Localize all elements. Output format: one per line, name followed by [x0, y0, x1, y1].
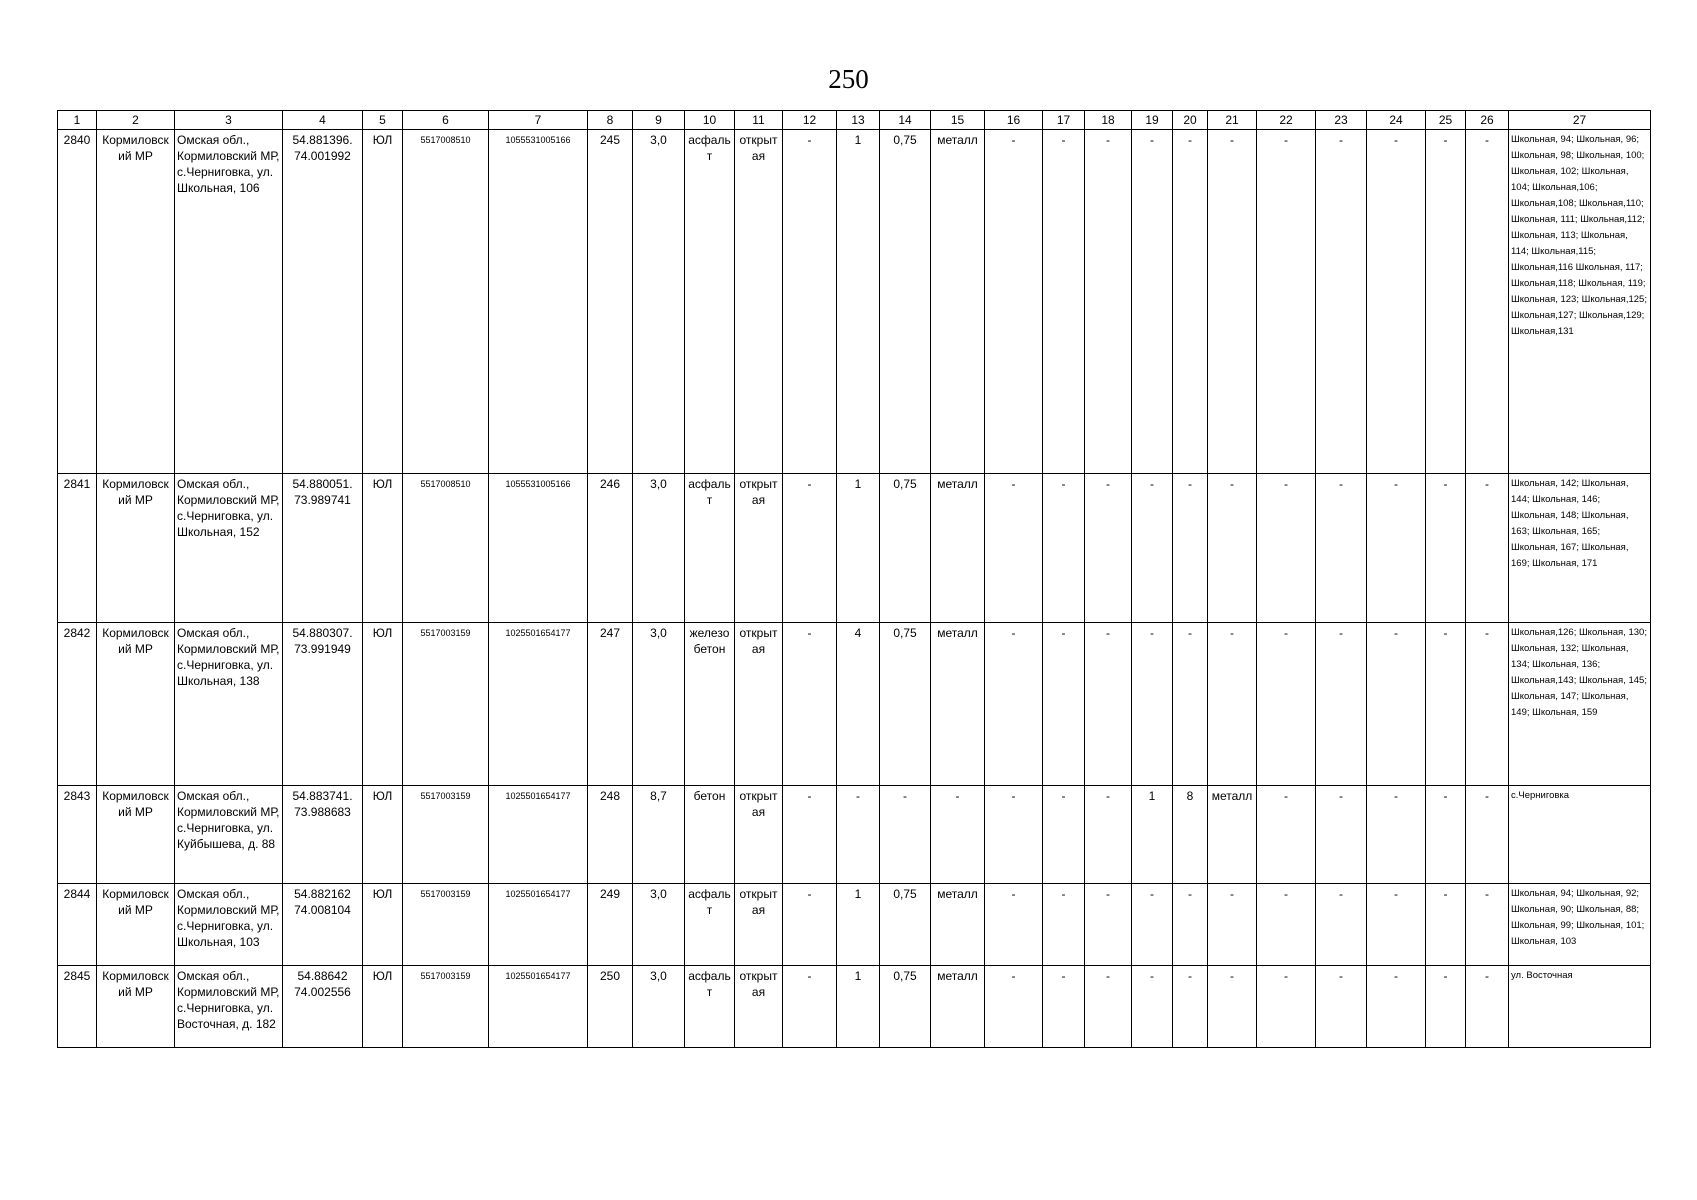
cell-col-22: - — [1257, 474, 1316, 623]
cell-col-18: - — [1085, 884, 1132, 966]
table-row — [58, 130, 1651, 474]
cell-col-20: 8 — [1173, 786, 1208, 884]
cell-col-15: металл — [931, 474, 985, 623]
cell-col-8: 247 — [588, 623, 633, 786]
cell-col-12: - — [783, 474, 837, 623]
cell-coordinates — [283, 623, 363, 786]
cell-inn: 5517003159 — [403, 884, 489, 966]
longitude: 74.001992 — [294, 149, 351, 163]
cell-col-23: - — [1316, 786, 1367, 884]
cell-col-9: 3,0 — [633, 474, 685, 623]
cell-col-15: металл — [931, 130, 985, 474]
cell-col-12: - — [783, 623, 837, 786]
cell-col-24: - — [1367, 623, 1426, 786]
cell-served-addresses: Школьная, 94; Школьная, 92; Школьная, 90; Школьная, 88; Школьная, 99; Школьная, 101; Школьная, 103 — [1509, 884, 1651, 966]
cell-col-24: - — [1367, 884, 1426, 966]
cell-col-17: - — [1043, 130, 1085, 474]
column-header: 21 — [1208, 111, 1257, 130]
cell-col-20: - — [1173, 623, 1208, 786]
column-header: 9 — [633, 111, 685, 130]
cell-col-10: бетон — [685, 786, 735, 884]
cell-col-9: 3,0 — [633, 884, 685, 966]
cell-served-addresses: Школьная, 94; Школьная, 96; Школьная, 98; Школьная, 100; Школьная, 102; Школьная, 104; Школьная,106; Школьная,108; Школьная,110; Школьная, 111; Школьная,112; Школьная, 113; Школьная, 114; Школьная,115; Школьная,116 Школьная, 117; Школьная,118; Школьная, 119; Школьная, 123; Школьная,125; Школьная,127; Школьная,129; Школьная,131 — [1509, 130, 1651, 474]
cell-col-14: 0,75 — [880, 884, 931, 966]
cell-col-9: 8,7 — [633, 786, 685, 884]
cell-col-16: - — [985, 884, 1043, 966]
latitude: 54.881396. — [292, 133, 353, 147]
cell-col-22: - — [1257, 966, 1316, 1048]
cell-inn: 5517008510 — [403, 474, 489, 623]
column-header: 23 — [1316, 111, 1367, 130]
cell-col-26: - — [1466, 966, 1509, 1048]
cell-col-19: - — [1132, 623, 1173, 786]
cell-col-21: - — [1208, 130, 1257, 474]
column-header: 19 — [1132, 111, 1173, 130]
cell-coordinates — [283, 130, 363, 474]
column-header: 7 — [489, 111, 588, 130]
cell-col-21: - — [1208, 966, 1257, 1048]
cell-col-25: - — [1426, 130, 1466, 474]
cell-col-20: - — [1173, 130, 1208, 474]
cell-col-10: асфальт — [685, 884, 735, 966]
cell-col-8: 248 — [588, 786, 633, 884]
cell-number: 2844 — [58, 884, 97, 966]
registry-table — [57, 110, 1651, 1048]
table-row — [58, 884, 1651, 966]
table-body — [58, 130, 1651, 1048]
cell-coordinates — [283, 474, 363, 623]
cell-col-20: - — [1173, 966, 1208, 1048]
cell-col-20: - — [1173, 884, 1208, 966]
cell-col-10: железобетон — [685, 623, 735, 786]
cell-address: Омская обл., Кормиловский МР, с.Черниговка, ул. Школьная, 138 — [175, 623, 283, 786]
cell-col-26: - — [1466, 623, 1509, 786]
cell-ogrn: 1025501654177 — [489, 786, 588, 884]
cell-served-addresses: Школьная,126; Школьная, 130; Школьная, 132; Школьная, 134; Школьная, 136; Школьная,143; Школьная, 145; Школьная, 147; Школьная, 149; Школьная, 159 — [1509, 623, 1651, 786]
longitude: 73.989741 — [294, 493, 351, 507]
cell-served-addresses: Школьная, 142; Школьная, 144; Школьная, 146; Школьная, 148; Школьная, 163; Школьная, 165; Школьная, 167; Школьная, 169; Школьная, 171 — [1509, 474, 1651, 623]
cell-address: Омская обл., Кормиловский МР, с.Черниговка, ул. Восточная, д. 182 — [175, 966, 283, 1048]
cell-col-22: - — [1257, 884, 1316, 966]
cell-col-13: 1 — [837, 966, 880, 1048]
cell-col-14: 0,75 — [880, 474, 931, 623]
header-row — [58, 111, 1651, 130]
column-header: 18 — [1085, 111, 1132, 130]
column-header: 3 — [175, 111, 283, 130]
cell-col-17: - — [1043, 786, 1085, 884]
cell-col-25: - — [1426, 623, 1466, 786]
cell-col-8: 249 — [588, 884, 633, 966]
cell-col-12: - — [783, 130, 837, 474]
cell-col-24: - — [1367, 130, 1426, 474]
column-header: 2 — [97, 111, 175, 130]
cell-col-15: металл — [931, 623, 985, 786]
cell-col-19: - — [1132, 474, 1173, 623]
column-header: 4 — [283, 111, 363, 130]
table-row — [58, 966, 1651, 1048]
cell-col-25: - — [1426, 474, 1466, 623]
cell-col-11: открытая — [735, 130, 783, 474]
cell-address: Омская обл., Кормиловский МР, с.Черниговка, ул. Школьная, 103 — [175, 884, 283, 966]
cell-col-22: - — [1257, 786, 1316, 884]
column-header: 11 — [735, 111, 783, 130]
cell-ogrn: 1055531005166 — [489, 474, 588, 623]
column-header: 5 — [363, 111, 403, 130]
column-header: 15 — [931, 111, 985, 130]
cell-ogrn: 1055531005166 — [489, 130, 588, 474]
cell-col-14: - — [880, 786, 931, 884]
cell-ogrn: 1025501654177 — [489, 623, 588, 786]
cell-col-11: открытая — [735, 786, 783, 884]
cell-owner-type: ЮЛ — [363, 786, 403, 884]
cell-col-12: - — [783, 966, 837, 1048]
cell-col-9: 3,0 — [633, 623, 685, 786]
cell-ogrn: 1025501654177 — [489, 884, 588, 966]
cell-col-8: 246 — [588, 474, 633, 623]
column-header: 14 — [880, 111, 931, 130]
cell-ogrn: 1025501654177 — [489, 966, 588, 1048]
cell-number: 2841 — [58, 474, 97, 623]
latitude: 54.880051. — [292, 477, 353, 491]
cell-col-17: - — [1043, 966, 1085, 1048]
table-row — [58, 623, 1651, 786]
cell-col-22: - — [1257, 623, 1316, 786]
cell-col-13: 1 — [837, 474, 880, 623]
cell-district: Кормиловский МР — [97, 884, 175, 966]
latitude: 54.880307. — [292, 626, 353, 640]
cell-district: Кормиловский МР — [97, 130, 175, 474]
cell-col-22: - — [1257, 130, 1316, 474]
cell-coordinates — [283, 884, 363, 966]
cell-col-19: - — [1132, 130, 1173, 474]
latitude: 54.882162 — [294, 887, 351, 901]
cell-col-25: - — [1426, 884, 1466, 966]
column-header: 20 — [1173, 111, 1208, 130]
cell-owner-type: ЮЛ — [363, 884, 403, 966]
latitude: 54.883741. — [292, 789, 353, 803]
column-header: 26 — [1466, 111, 1509, 130]
cell-col-15: металл — [931, 966, 985, 1048]
cell-district: Кормиловский МР — [97, 966, 175, 1048]
cell-number: 2840 — [58, 130, 97, 474]
cell-col-24: - — [1367, 786, 1426, 884]
longitude: 74.008104 — [294, 903, 351, 917]
cell-col-12: - — [783, 786, 837, 884]
cell-coordinates — [283, 786, 363, 884]
cell-col-11: открытая — [735, 474, 783, 623]
cell-col-19: - — [1132, 884, 1173, 966]
cell-col-23: - — [1316, 474, 1367, 623]
cell-col-11: открытая — [735, 966, 783, 1048]
cell-col-17: - — [1043, 474, 1085, 623]
cell-owner-type: ЮЛ — [363, 474, 403, 623]
table-header — [58, 111, 1651, 130]
cell-district: Кормиловский МР — [97, 623, 175, 786]
cell-col-25: - — [1426, 966, 1466, 1048]
cell-col-16: - — [985, 966, 1043, 1048]
cell-col-8: 245 — [588, 130, 633, 474]
latitude: 54.88642 — [297, 969, 348, 983]
cell-col-13: 1 — [837, 130, 880, 474]
cell-owner-type: ЮЛ — [363, 130, 403, 474]
cell-district: Кормиловский МР — [97, 786, 175, 884]
cell-col-25: - — [1426, 786, 1466, 884]
cell-coordinates — [283, 966, 363, 1048]
cell-number: 2845 — [58, 966, 97, 1048]
cell-col-9: 3,0 — [633, 966, 685, 1048]
cell-col-18: - — [1085, 786, 1132, 884]
cell-col-10: асфальт — [685, 130, 735, 474]
cell-col-21: - — [1208, 884, 1257, 966]
cell-col-14: 0,75 — [880, 966, 931, 1048]
cell-col-19: 1 — [1132, 786, 1173, 884]
cell-col-13: 4 — [837, 623, 880, 786]
column-header: 1 — [58, 111, 97, 130]
cell-col-9: 3,0 — [633, 130, 685, 474]
cell-col-21: - — [1208, 623, 1257, 786]
column-header: 17 — [1043, 111, 1085, 130]
column-header: 6 — [403, 111, 489, 130]
cell-col-8: 250 — [588, 966, 633, 1048]
cell-col-16: - — [985, 786, 1043, 884]
cell-owner-type: ЮЛ — [363, 623, 403, 786]
cell-col-10: асфальт — [685, 474, 735, 623]
cell-col-18: - — [1085, 474, 1132, 623]
column-header: 25 — [1426, 111, 1466, 130]
cell-address: Омская обл., Кормиловский МР, с.Черниговка, ул. Школьная, 106 — [175, 130, 283, 474]
cell-col-16: - — [985, 623, 1043, 786]
longitude: 73.991949 — [294, 642, 351, 656]
cell-col-10: асфальт — [685, 966, 735, 1048]
cell-col-15: - — [931, 786, 985, 884]
column-header: 8 — [588, 111, 633, 130]
cell-served-addresses: ул. Восточная — [1509, 966, 1651, 1048]
cell-col-14: 0,75 — [880, 130, 931, 474]
cell-number: 2842 — [58, 623, 97, 786]
cell-address: Омская обл., Кормиловский МР, с.Черниговка, ул. Школьная, 152 — [175, 474, 283, 623]
cell-col-16: - — [985, 130, 1043, 474]
cell-col-11: открытая — [735, 884, 783, 966]
cell-col-23: - — [1316, 623, 1367, 786]
cell-col-16: - — [985, 474, 1043, 623]
cell-col-14: 0,75 — [880, 623, 931, 786]
table-row — [58, 786, 1651, 884]
cell-col-24: - — [1367, 966, 1426, 1048]
cell-col-15: металл — [931, 884, 985, 966]
page-number: 250 — [828, 64, 869, 94]
column-header: 22 — [1257, 111, 1316, 130]
cell-col-18: - — [1085, 623, 1132, 786]
cell-col-12: - — [783, 884, 837, 966]
column-header: 10 — [685, 111, 735, 130]
cell-inn: 5517003159 — [403, 623, 489, 786]
longitude: 74.002556 — [294, 985, 351, 999]
cell-col-17: - — [1043, 623, 1085, 786]
cell-col-11: открытая — [735, 623, 783, 786]
column-header: 27 — [1509, 111, 1651, 130]
column-header: 13 — [837, 111, 880, 130]
cell-col-17: - — [1043, 884, 1085, 966]
cell-col-21: - — [1208, 474, 1257, 623]
cell-col-24: - — [1367, 474, 1426, 623]
table-row — [58, 474, 1651, 623]
cell-col-18: - — [1085, 130, 1132, 474]
cell-col-23: - — [1316, 966, 1367, 1048]
cell-col-13: - — [837, 786, 880, 884]
cell-number: 2843 — [58, 786, 97, 884]
cell-inn: 5517003159 — [403, 966, 489, 1048]
column-header: 12 — [783, 111, 837, 130]
column-header: 16 — [985, 111, 1043, 130]
cell-address: Омская обл., Кормиловский МР, с.Черниговка, ул. Куйбышева, д. 88 — [175, 786, 283, 884]
cell-col-26: - — [1466, 130, 1509, 474]
column-header: 24 — [1367, 111, 1426, 130]
cell-col-13: 1 — [837, 884, 880, 966]
cell-owner-type: ЮЛ — [363, 966, 403, 1048]
longitude: 73.988683 — [294, 805, 351, 819]
cell-col-26: - — [1466, 474, 1509, 623]
cell-col-26: - — [1466, 884, 1509, 966]
cell-served-addresses: с.Черниговка — [1509, 786, 1651, 884]
cell-col-23: - — [1316, 130, 1367, 474]
cell-inn: 5517003159 — [403, 786, 489, 884]
cell-col-26: - — [1466, 786, 1509, 884]
cell-col-19: - — [1132, 966, 1173, 1048]
cell-inn: 5517008510 — [403, 130, 489, 474]
cell-district: Кормиловский МР — [97, 474, 175, 623]
cell-col-18: - — [1085, 966, 1132, 1048]
cell-col-23: - — [1316, 884, 1367, 966]
cell-col-21: металл — [1208, 786, 1257, 884]
cell-col-20: - — [1173, 474, 1208, 623]
